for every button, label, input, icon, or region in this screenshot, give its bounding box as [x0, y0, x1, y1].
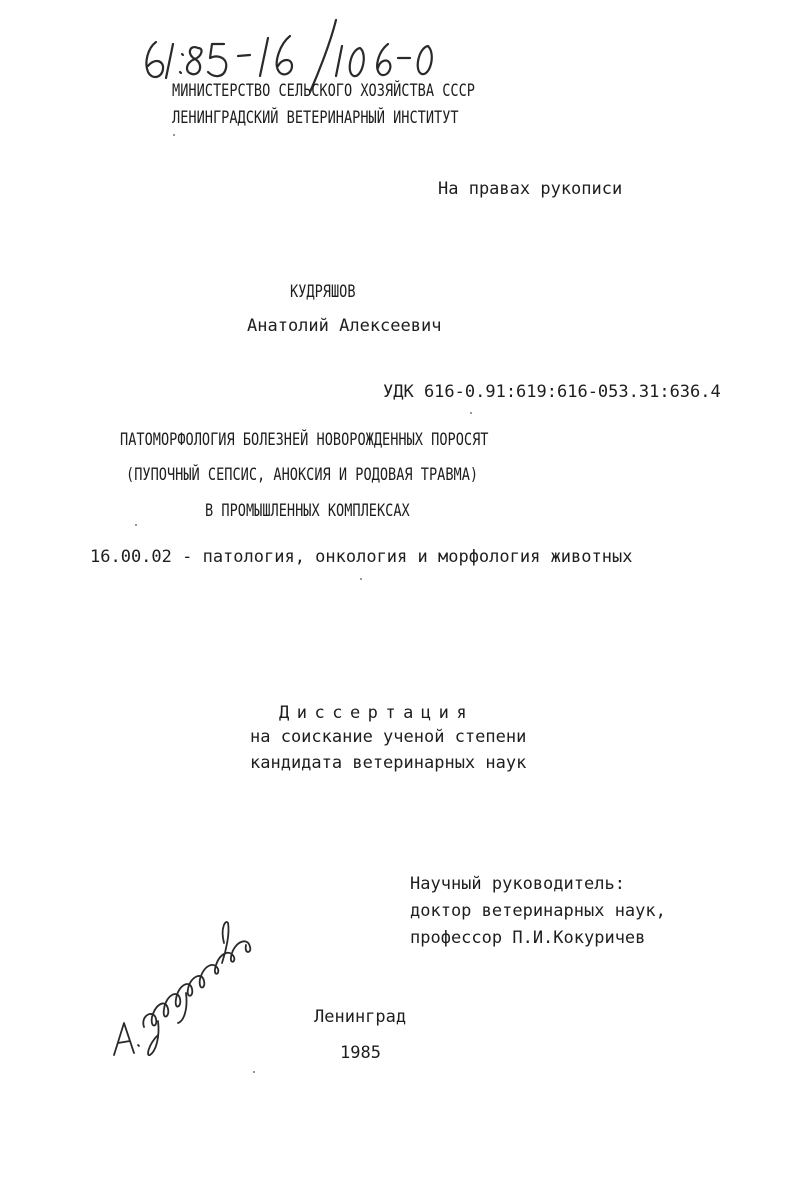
specialty-code: 16.00.02 - патология, онкология и морфология животных — [90, 547, 633, 567]
title-line-1: ПАТОМОРФОЛОГИЯ БОЛЕЗНЕЙ НОВОРОЖДЕННЫХ ПОРОСЯТ — [120, 430, 489, 450]
title-line-2: (ПУПОЧНЫЙ СЕПСИС, АНОКСИЯ И РОДОВАЯ ТРАВМА) — [126, 465, 479, 485]
author-signature — [100, 905, 270, 1070]
supervisor-name: профессор П.И.Кокуричев — [410, 928, 646, 948]
scan-speck — [470, 412, 472, 414]
supervisor-label: Научный руководитель: — [410, 874, 625, 894]
scan-speck — [173, 134, 175, 136]
scan-speck — [135, 524, 137, 526]
author-given-names: Анатолий Алексеевич — [247, 316, 442, 336]
scan-speck — [360, 578, 362, 580]
title-line-3: В ПРОМЫШЛЕННЫХ КОМПЛЕКСАХ — [205, 501, 410, 521]
author-surname: КУДРЯШОВ — [290, 282, 356, 302]
degree-line-3: кандидата ветеринарных наук — [250, 753, 527, 773]
scan-speck — [253, 1071, 255, 1073]
year: 1985 — [340, 1043, 381, 1063]
supervisor-degree: доктор ветеринарных наук, — [410, 901, 666, 921]
rights-note: На правах рукописи — [438, 179, 623, 199]
institute-heading: ЛЕНИНГРАДСКИЙ ВЕТЕРИНАРНЫЙ ИНСТИТУТ — [172, 108, 459, 128]
degree-line-2: на соискание ученой степени — [250, 727, 527, 747]
degree-type: Диссертация — [279, 703, 475, 723]
ministry-heading: МИНИСТЕРСТВО СЕЛЬСКОГО ХОЗЯЙСТВА СССР — [172, 81, 475, 101]
place: Ленинград — [314, 1007, 407, 1027]
udc-code: УДК 616-0.91:619:616-053.31:636.4 — [383, 382, 721, 402]
